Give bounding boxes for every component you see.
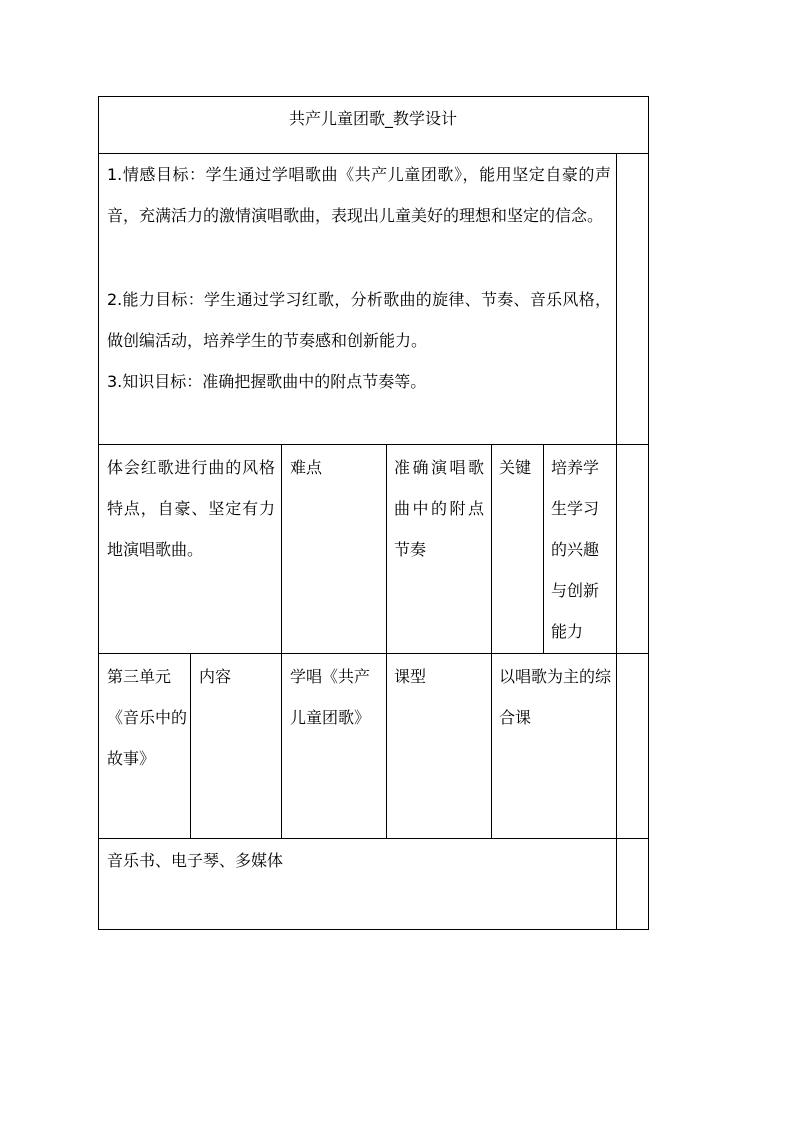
document-title: 共产儿童团歌_教学设计 <box>288 109 457 128</box>
column-divider <box>386 444 387 653</box>
column-divider <box>281 444 282 653</box>
content-value: 学唱《共产儿童团歌》 <box>290 667 371 727</box>
key-value: 培养学生学习的兴趣与创新能力 <box>551 458 600 641</box>
row-divider <box>98 444 649 445</box>
lesson-type-value: 以唱歌为主的综合课 <box>499 667 612 727</box>
key-label: 关键 <box>499 458 532 477</box>
key-point-content: 体会红歌进行曲的风格特点，自豪、坚定有力地演唱歌曲。 <box>107 458 275 559</box>
column-divider <box>386 653 387 838</box>
row-divider <box>98 653 649 654</box>
difficulty-label: 难点 <box>290 458 323 477</box>
column-divider <box>281 653 282 838</box>
unit-name: 第三单元《音乐中的故事》 <box>107 667 188 768</box>
objective-emotion: 1.情感目标：学生通过学唱歌曲《共产儿童团歌》，能用坚定自豪的声音，充满活力的激情演唱歌曲，表现出儿童美好的理想和坚定的信念。 <box>107 165 611 225</box>
content-label: 内容 <box>199 667 232 686</box>
objective-knowledge: 3.知识目标：准确把握歌曲中的附点节奏等。 <box>107 372 427 391</box>
column-divider <box>190 653 191 838</box>
column-divider <box>616 153 617 930</box>
difficulty-content: 准确演唱歌曲中的附点节奏 <box>394 458 484 559</box>
column-divider <box>491 444 492 653</box>
column-divider <box>543 444 544 653</box>
row-divider <box>98 838 649 839</box>
objective-ability: 2.能力目标：学生通过学习红歌，分析歌曲的旋律、节奏、音乐风格，做创编活动，培养学生的节奏感和创新能力。 <box>107 290 611 350</box>
teaching-materials: 音乐书、电子琴、多媒体 <box>107 851 284 870</box>
lesson-type-label: 课型 <box>394 667 427 686</box>
column-divider <box>491 653 492 838</box>
